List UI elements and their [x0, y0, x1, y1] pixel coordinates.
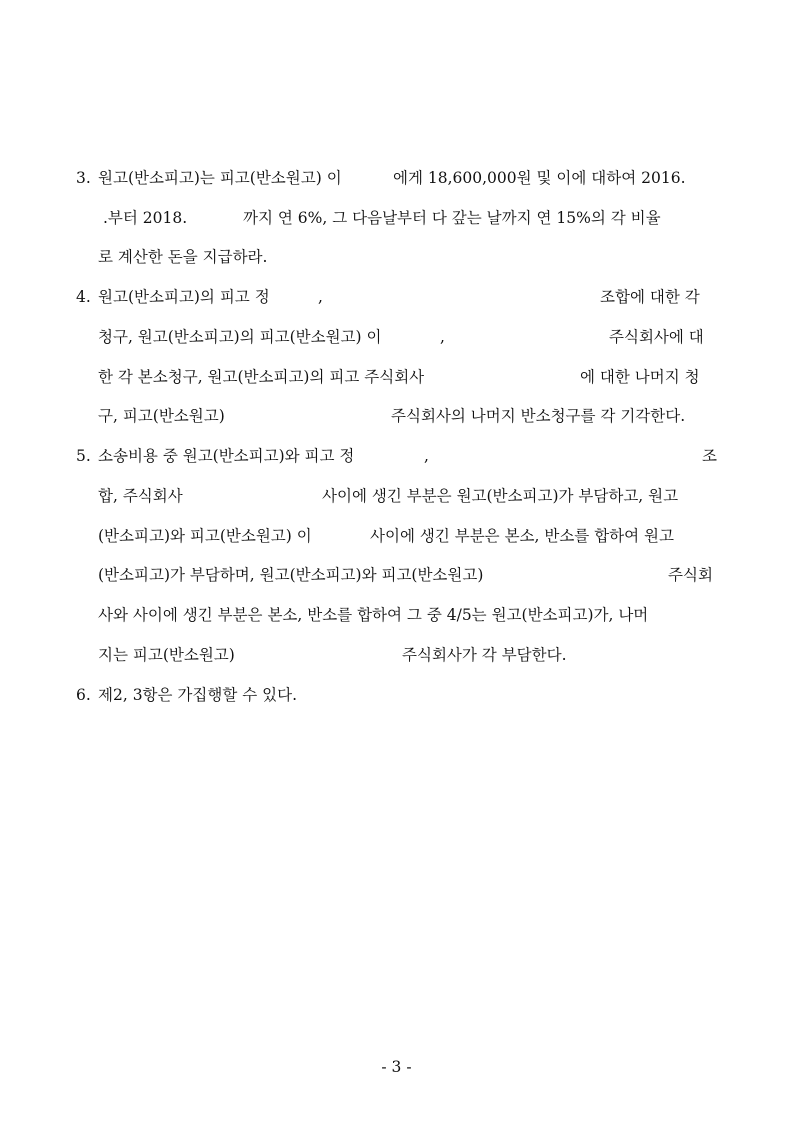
- item-number: 3.: [76, 169, 91, 187]
- item-4: [0, 287, 793, 307]
- item-text: 사와 사이에 생긴 부분은 본소, 반소를 합하여 그 중 4/5는 원고(반소피고)가, 나머: [98, 606, 649, 624]
- item-text: 구, 피고(반소원고): [98, 407, 225, 425]
- item-text: 주식회사에 대: [609, 328, 704, 346]
- item-5: [0, 446, 793, 466]
- item-text: (반소피고)가 부담하며, 원고(반소피고)와 피고(반소원고): [98, 566, 484, 584]
- item-number: 4.: [76, 288, 91, 306]
- item-4-line-3: [0, 367, 793, 387]
- item-text: 원고(반소피고)는 피고(반소원고) 이: [98, 169, 342, 187]
- item-text: 청구, 원고(반소피고)의 피고(반소원고) 이: [98, 328, 382, 346]
- item-text: 사이에 생긴 부분은 본소, 반소를 합하여 원고: [370, 527, 675, 545]
- item-number: 5.: [76, 447, 91, 465]
- item-3-line-3: [0, 247, 793, 267]
- item-5-line-4: [0, 565, 793, 585]
- item-text: 에 대한 나머지 청: [580, 368, 700, 386]
- item-text: ,: [424, 447, 429, 465]
- item-3-line-2: [0, 208, 793, 228]
- item-text: (반소피고)와 피고(반소원고) 이: [98, 527, 312, 545]
- item-text: 주식회사의 나머지 반소청구를 각 기각한다.: [391, 407, 686, 425]
- item-text: 까지 연 6%, 그 다음날부터 다 갚는 날까지 연 15%의 각 비율: [243, 209, 661, 227]
- item-text: 한 각 본소청구, 원고(반소피고)의 피고 주식회사: [98, 368, 425, 386]
- item-text: ,: [440, 328, 445, 346]
- item-text: 조합에 대한 각: [600, 288, 700, 306]
- item-text: 로 계산한 돈을 지급하라.: [98, 248, 268, 266]
- page-number: - 3 -: [381, 1058, 412, 1076]
- item-6: [0, 685, 793, 705]
- item-3: [0, 168, 793, 188]
- item-4-line-4: [0, 406, 793, 426]
- item-5-line-2: [0, 486, 793, 506]
- item-text: .부터 2018.: [103, 209, 188, 227]
- item-text: 사이에 생긴 부분은 원고(반소피고)가 부담하고, 원고: [322, 487, 679, 505]
- item-text: 소송비용 중 원고(반소피고)와 피고 정: [98, 447, 355, 465]
- item-text: 제2, 3항은 가집행할 수 있다.: [98, 686, 298, 704]
- item-number: 6.: [76, 686, 91, 704]
- item-5-line-6: [0, 645, 793, 665]
- item-text: 주식회: [668, 566, 713, 584]
- item-4-line-2: [0, 327, 793, 347]
- item-text: 지는 피고(반소원고): [98, 646, 235, 664]
- item-text: 합, 주식회사: [98, 487, 183, 505]
- item-text: 원고(반소피고)의 피고 정: [98, 288, 270, 306]
- item-5-line-5: [0, 605, 793, 625]
- item-5-line-3: [0, 526, 793, 546]
- item-text: 조: [702, 447, 717, 465]
- item-text: ,: [318, 288, 323, 306]
- item-text: 주식회사가 각 부담한다.: [402, 646, 567, 664]
- item-text: 에게 18,600,000원 및 이에 대하여 2016.: [393, 169, 686, 187]
